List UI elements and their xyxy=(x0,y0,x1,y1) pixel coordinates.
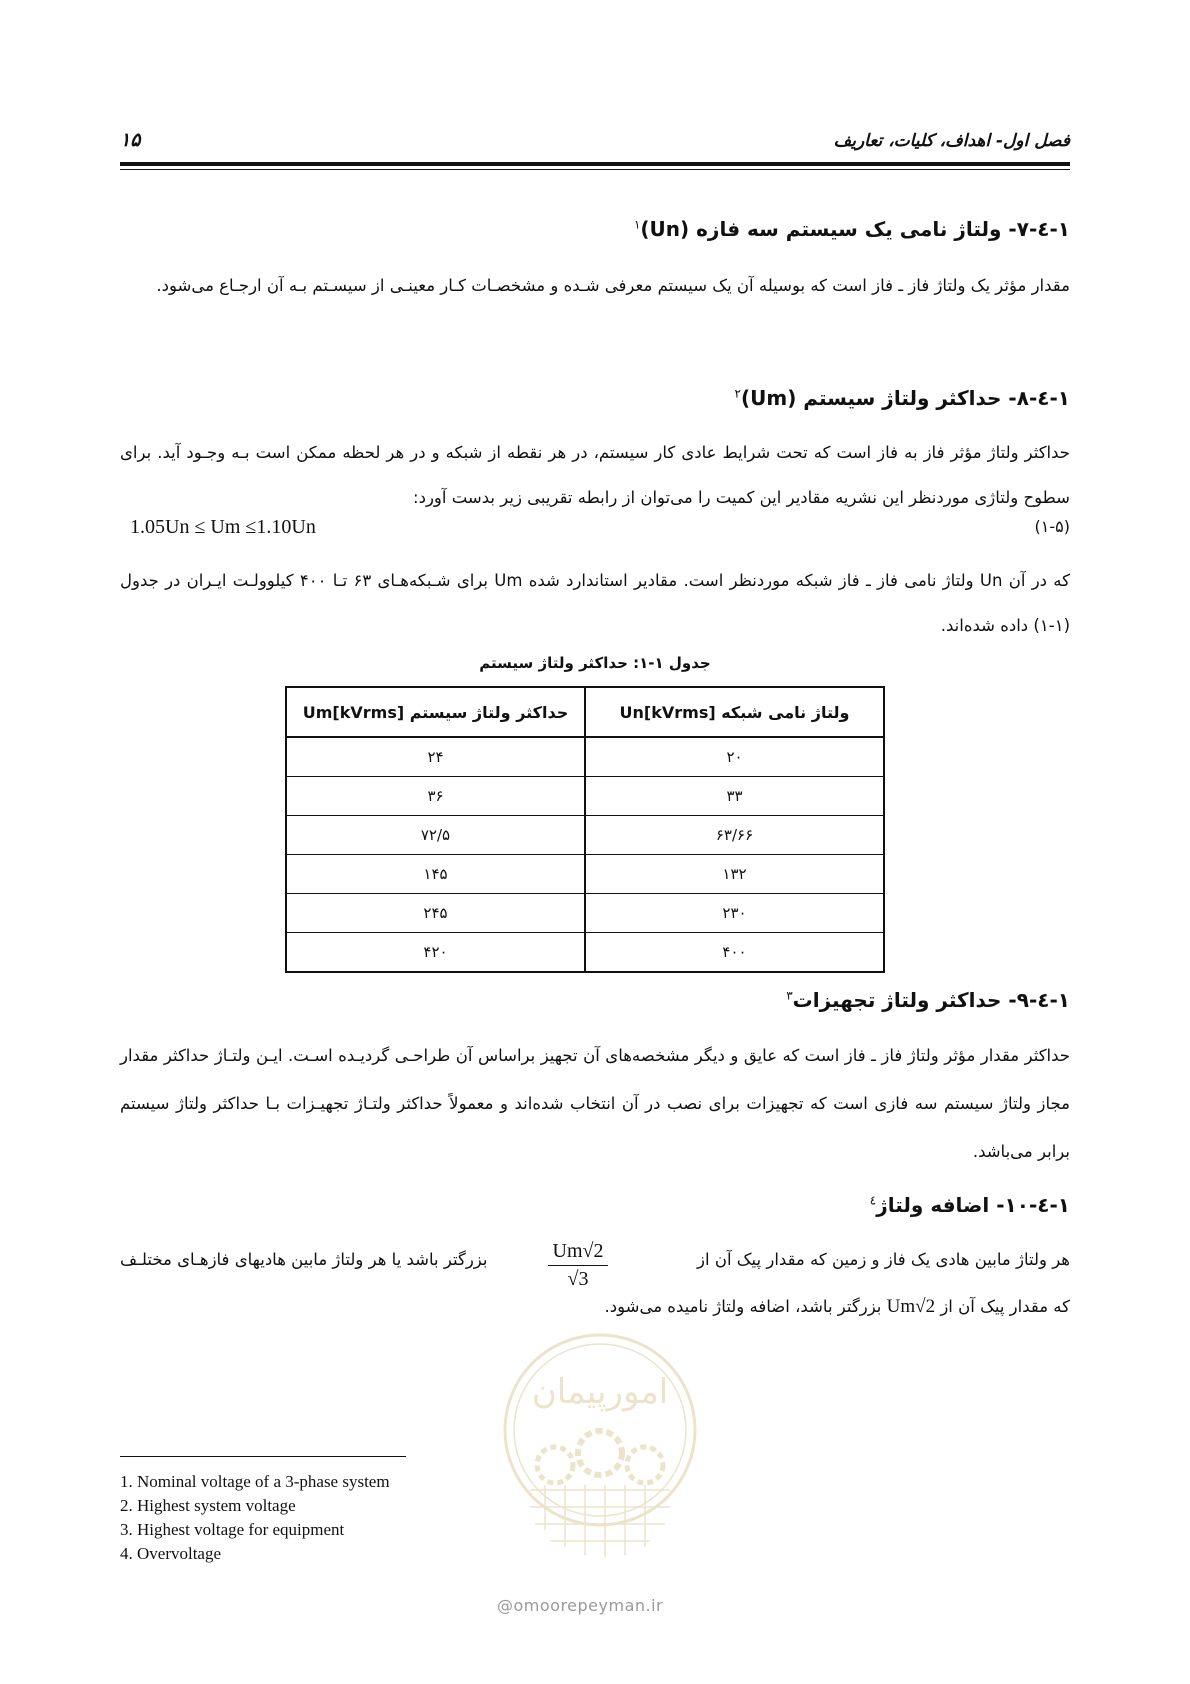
footnote-separator xyxy=(120,1456,406,1457)
footnote-item: 4. Overvoltage xyxy=(120,1544,222,1563)
table-cell: ۳۳ xyxy=(585,777,884,816)
overvoltage-line-1a: هر ولتاژ مابین هادی یک فاز و زمین که مقدار پیک آن از xyxy=(697,1250,1070,1269)
table-cell: ۲۴۵ xyxy=(286,894,585,933)
section-heading-1-4-9: ۱-٤-۹- حداکثر ولتاژ تجهیزات$^۳$ xyxy=(786,988,1070,1012)
footnote-item: 2. Highest system voltage xyxy=(120,1496,296,1515)
table-cell: ۷۲/۵ xyxy=(286,816,585,855)
table-row xyxy=(286,777,884,816)
footnote-item: 1. Nominal voltage of a 3-phase system xyxy=(120,1472,390,1491)
footnote-item: 3. Highest voltage for equipment xyxy=(120,1520,345,1539)
footnote-ref-1: ۱ xyxy=(633,217,641,232)
footnotes xyxy=(120,1470,390,1566)
watermark-logo xyxy=(495,1325,705,1585)
watermark-logo-text: امورپیمان xyxy=(531,1372,669,1412)
table-header-max: حداکثر ولتاژ سیستم [Um[kVrms xyxy=(286,687,585,737)
table-cell: ۴۰۰ xyxy=(585,933,884,973)
voltage-table xyxy=(285,686,885,973)
running-header-title: فصل اول- اهداف، کلیات، تعاریف xyxy=(833,131,1070,151)
table-cell: ۲۰ xyxy=(585,737,884,777)
table-header-row xyxy=(286,687,884,737)
section-heading-1-4-10: ۱-٤-۱۰- اضافه ولتاژ$^٤$ xyxy=(869,1193,1070,1217)
header-rule-thick xyxy=(120,162,1070,166)
overvoltage-line-1b: بزرگتر باشد یا هر ولتاژ مابین هادیهای فازهـای مختلـف xyxy=(120,1250,488,1269)
section-heading-1-4-8: ۱-٤-۸- حداکثر ولتاژ سیستم $(Um)^۲$ xyxy=(734,386,1070,410)
fraction-numerator: Um√2 xyxy=(548,1240,608,1266)
table-row xyxy=(286,816,884,855)
table-cell: ۳۶ xyxy=(286,777,585,816)
inline-um-root2: Um√2 xyxy=(886,1296,936,1317)
section-body-1-4-7: مقدار مؤثر یک ولتاژ فاز ـ فاز است که بوسیله آن یک سیستم معرفی شـده و مشخصـات کـار معینـی از سیسـتم بـه آن ارجـاع می‌شود. xyxy=(156,276,1070,295)
footnote-ref-4: ٤ xyxy=(869,1193,877,1208)
table-row xyxy=(286,894,884,933)
footnote-ref-2: ۲ xyxy=(734,386,741,401)
fraction-um-root2-over-root3 xyxy=(548,1240,608,1291)
footnote-ref-3: ۳ xyxy=(786,988,793,1003)
fraction-denominator: √3 xyxy=(567,1268,589,1290)
overvoltage-line-2: که مقدار پیک آن از Um√2 بزرگتر باشد، اضافه ولتاژ نامیده می‌شود. xyxy=(604,1296,1070,1317)
table-row xyxy=(286,855,884,894)
section-body-1-4-9: حداکثر مقدار مؤثر ولتاژ فاز ـ فاز است که عایق و دیگر مشخصه‌های آن تجهیز براساس آن طراحـی گردیـده اسـت. ایـن ولتـاژ حداکثر مقدار مجاز ولتاژ سیستم سه فازی است که تجهیزات برای نصب در آن انتخاب شده‌اند و معمولاً حداکثر ولتـاژ تجهیـزات بـا حداکثر ولتاژ سیستم برابر می‌باشد. xyxy=(120,1046,1070,1161)
table-cell: ۲۴ xyxy=(286,737,585,777)
header-rule-thin xyxy=(120,169,1070,170)
watermark-url: @omoorepeyman.ir xyxy=(497,1596,664,1615)
table-header-nominal: ولتاژ نامی شبکه [Un[kVrms xyxy=(585,687,884,737)
table-row xyxy=(286,737,884,777)
section-heading-1-4-7: ۱-٤-۷- ولتاژ نامی یک سیستم سه فازه $(Un)^۱$ xyxy=(633,217,1070,241)
table-cell: ۱۳۲ xyxy=(585,855,884,894)
table-caption: جدول ۱-۱: حداکثر ولتاژ سیستم xyxy=(479,654,711,672)
table-row xyxy=(286,933,884,973)
section-body-1-4-8-continued: که در آن Un ولتاژ نامی فاز ـ فاز شبکه موردنظر است. مقادیر استاندارد شده Um برای شـبکه‌هـای ۶۳ تـا ۴۰۰ کیلوولـت ایـران در جدول (۱-۱) داده شده‌اند. xyxy=(120,571,1070,635)
formula-um-range: 1.05Un ≤ Um ≤1.10Un xyxy=(130,516,316,538)
section-body-1-4-8: حداکثر ولتاژ مؤثر فاز به فاز است که تحت شرایط عادی کار سیستم، در هر نقطه از شبکه و در هر لحظه ممکن است بـه وجـود آید. برای سطوح ولتاژی موردنظر این نشریه مقادیر این کمیت را می‌توان از رابطه تقریبی زیر بدست آورد: xyxy=(120,443,1070,507)
table-cell: ۲۳۰ xyxy=(585,894,884,933)
table-cell: ۶۳/۶۶ xyxy=(585,816,884,855)
page-number: ۱۵ xyxy=(120,129,141,151)
equation-number: (۱-۵) xyxy=(1034,517,1070,536)
table-cell: ۴۲۰ xyxy=(286,933,585,973)
table-cell: ۱۴۵ xyxy=(286,855,585,894)
